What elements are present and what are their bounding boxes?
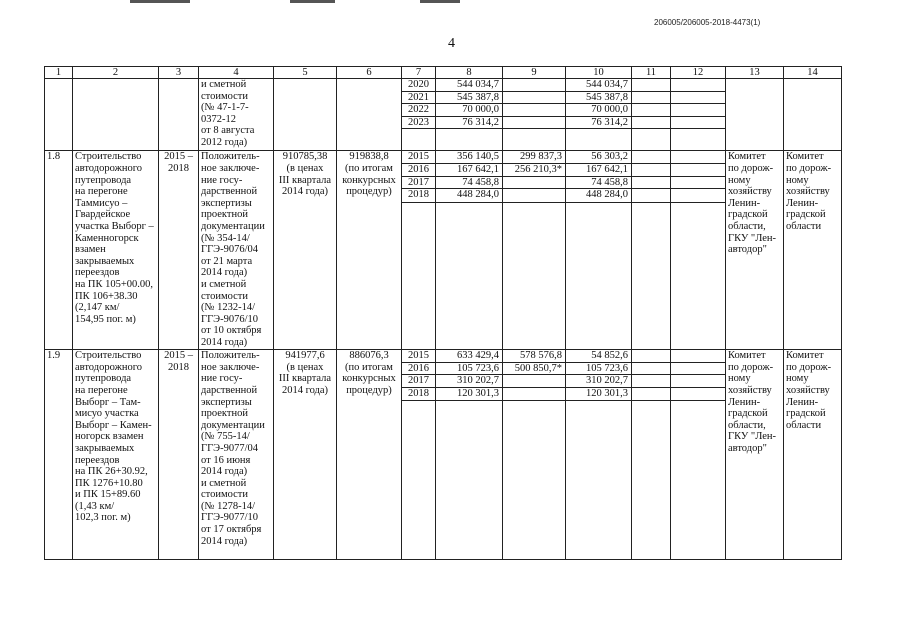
value-cell	[671, 163, 726, 176]
year-cell: 2018	[402, 189, 436, 203]
value-cell: 105 723,6	[566, 362, 632, 375]
header-cell: 12	[671, 67, 726, 79]
program-table	[44, 66, 842, 560]
cell-empty	[503, 203, 566, 350]
table-row	[45, 79, 842, 92]
value-cell	[671, 375, 726, 388]
value-cell	[632, 176, 671, 189]
item-estimated-cost: 910785,38 (в ценах III квартала 2014 года)	[274, 151, 337, 350]
value-cell: 56 303,2	[566, 151, 632, 164]
value-cell	[503, 176, 566, 189]
cell-empty	[671, 203, 726, 350]
value-cell	[671, 116, 726, 129]
cell-empty	[274, 79, 337, 151]
value-cell	[632, 116, 671, 129]
value-cell	[671, 91, 726, 104]
year-cell: 2016	[402, 362, 436, 375]
year-cell: 2017	[402, 375, 436, 388]
value-cell: 578 576,8	[503, 350, 566, 363]
value-cell: 70 000,0	[436, 104, 503, 117]
value-cell: 70 000,0	[566, 104, 632, 117]
item-responsible: Комитет по дорож- ному хозяйству Ленин- градской области	[784, 151, 842, 350]
scan-edge-artifacts	[0, 0, 905, 3]
table-row	[45, 350, 842, 363]
value-cell: 74 458,8	[436, 176, 503, 189]
cell-empty	[436, 400, 503, 559]
value-cell: 54 852,6	[566, 350, 632, 363]
value-cell	[671, 176, 726, 189]
header-cell: 9	[503, 67, 566, 79]
header-cell: 8	[436, 67, 503, 79]
value-cell: 105 723,6	[436, 362, 503, 375]
header-cell: 11	[632, 67, 671, 79]
value-cell: 544 034,7	[436, 79, 503, 92]
year-cell: 2020	[402, 79, 436, 92]
header-cell: 1	[45, 67, 73, 79]
item-period: 2015 – 2018	[159, 151, 199, 350]
header-cell: 3	[159, 67, 199, 79]
value-cell: 120 301,3	[566, 387, 632, 400]
cell-empty	[784, 79, 842, 151]
value-cell: 299 837,3	[503, 151, 566, 164]
value-cell	[671, 350, 726, 363]
value-cell	[503, 375, 566, 388]
value-cell	[671, 79, 726, 92]
value-cell	[632, 350, 671, 363]
year-cell: 2016	[402, 163, 436, 176]
value-cell	[671, 104, 726, 117]
item-number: 1.9	[45, 350, 73, 559]
header-cell: 4	[199, 67, 274, 79]
header-cell: 10	[566, 67, 632, 79]
year-cell: 2017	[402, 176, 436, 189]
value-cell: 545 387,8	[436, 91, 503, 104]
item-name: Строительство автодорожного путепровода на перегоне Таммисуо – Гвардейское участка Выборг – Каменногорск взамен закрываемых переездов на ПК 105+00.00, ПК 106+38.30 (2,147 км/ 154,95 пог. м)	[73, 151, 159, 350]
value-cell	[671, 362, 726, 375]
cell-empty	[566, 203, 632, 350]
cell-empty	[402, 129, 436, 151]
item-responsible: Комитет по дорож- ному хозяйству Ленин- градской области	[784, 350, 842, 559]
cell-empty	[402, 400, 436, 559]
header-row	[45, 67, 842, 79]
expertise-continuation: и сметной стоимости (№ 47-1-7- 0372-12 от 8 августа 2012 года)	[199, 79, 274, 151]
value-cell: 120 301,3	[436, 387, 503, 400]
value-cell: 167 642,1	[566, 163, 632, 176]
cell-empty	[503, 400, 566, 559]
value-cell	[503, 116, 566, 129]
cell-empty	[726, 79, 784, 151]
value-cell: 544 034,7	[566, 79, 632, 92]
cell-empty	[632, 129, 671, 151]
value-cell	[503, 189, 566, 203]
value-cell	[671, 151, 726, 164]
item-name: Строительство автодорожного путепровода на перегоне Выборг – Там- мисуо участка Выборг – Камен- ногорск взамен закрываемых переездов на ПК 26+30.92, ПК 1276+10.80 и ПК 15+89.60 (1,43 км/ 102,3 пог. м)	[73, 350, 159, 559]
header-cell: 6	[337, 67, 402, 79]
value-cell: 310 202,7	[566, 375, 632, 388]
value-cell	[632, 163, 671, 176]
header-cell: 5	[274, 67, 337, 79]
value-cell	[503, 79, 566, 92]
item-customer: Комитет по дорож- ному хозяйству Ленин- градской области, ГКУ "Лен- автодор"	[726, 350, 784, 559]
value-cell: 633 429,4	[436, 350, 503, 363]
value-cell	[632, 79, 671, 92]
item-estimated-cost: 941977,6 (в ценах III квартала 2014 года)	[274, 350, 337, 559]
table-row	[45, 151, 842, 164]
header-cell: 2	[73, 67, 159, 79]
cell-empty	[671, 400, 726, 559]
header-cell: 14	[784, 67, 842, 79]
cell-empty	[566, 129, 632, 151]
item-contract-cost: 919838,8 (по итогам конкурсных процедур)	[337, 151, 402, 350]
value-cell	[671, 189, 726, 203]
document-number: 206005/206005-2018-4473(1)	[654, 18, 761, 27]
cell-empty	[73, 79, 159, 151]
value-cell	[632, 151, 671, 164]
value-cell	[503, 387, 566, 400]
page-number: 4	[448, 36, 455, 51]
value-cell	[632, 91, 671, 104]
cell-empty	[671, 129, 726, 151]
year-cell: 2021	[402, 91, 436, 104]
value-cell: 74 458,8	[566, 176, 632, 189]
year-cell: 2023	[402, 116, 436, 129]
year-cell: 2015	[402, 151, 436, 164]
value-cell	[632, 189, 671, 203]
cell-empty	[632, 400, 671, 559]
cell-empty	[436, 203, 503, 350]
cell-empty	[402, 203, 436, 350]
item-period: 2015 – 2018	[159, 350, 199, 559]
item-contract-cost: 886076,3 (по итогам конкурсных процедур)	[337, 350, 402, 559]
item-expertise: Положитель- ное заключе- ние госу- дарственной экспертизы проектной документации (№ 755-14/ ГГЭ-9077/04 от 16 июня 2014 года) и сметной стоимости (№ 1278-14/ ГГЭ-9077/10 от 17 октября 2014 года)	[199, 350, 274, 559]
cell-empty	[45, 79, 73, 151]
value-cell: 448 284,0	[566, 189, 632, 203]
value-cell	[632, 104, 671, 117]
item-expertise: Положитель- ное заключе- ние госу- дарственной экспертизы проектной документации (№ 354-14/ ГГЭ-9076/04 от 21 марта 2014 года) и сметной стоимости (№ 1232-14/ ГГЭ-9076/10 от 10 октября 2014 года)	[199, 151, 274, 350]
cell-empty	[436, 129, 503, 151]
value-cell: 310 202,7	[436, 375, 503, 388]
header-cell: 13	[726, 67, 784, 79]
item-customer: Комитет по дорож- ному хозяйству Ленин- градской области, ГКУ "Лен- автодор"	[726, 151, 784, 350]
value-cell: 76 314,2	[436, 116, 503, 129]
header-cell: 7	[402, 67, 436, 79]
value-cell	[632, 387, 671, 400]
value-cell	[632, 362, 671, 375]
year-cell: 2022	[402, 104, 436, 117]
cell-empty	[337, 79, 402, 151]
cell-empty	[503, 129, 566, 151]
year-cell: 2018	[402, 387, 436, 400]
value-cell	[671, 387, 726, 400]
value-cell: 256 210,3*	[503, 163, 566, 176]
item-number: 1.8	[45, 151, 73, 350]
cell-empty	[632, 203, 671, 350]
value-cell: 500 850,7*	[503, 362, 566, 375]
value-cell	[503, 91, 566, 104]
cell-empty	[566, 400, 632, 559]
year-cell: 2015	[402, 350, 436, 363]
value-cell: 448 284,0	[436, 189, 503, 203]
value-cell: 167 642,1	[436, 163, 503, 176]
value-cell: 76 314,2	[566, 116, 632, 129]
value-cell: 545 387,8	[566, 91, 632, 104]
value-cell	[632, 375, 671, 388]
cell-empty	[159, 79, 199, 151]
value-cell: 356 140,5	[436, 151, 503, 164]
value-cell	[503, 104, 566, 117]
